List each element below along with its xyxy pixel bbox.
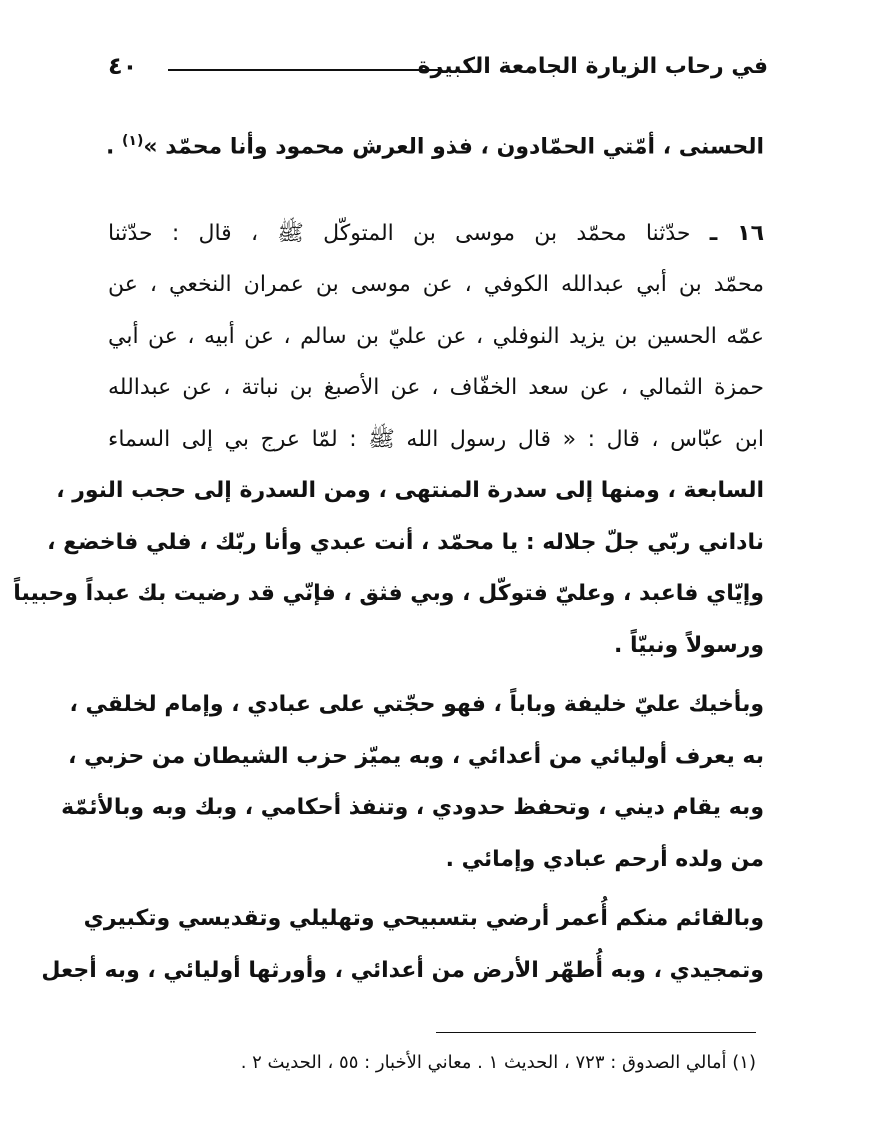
header-rule — [168, 69, 438, 71]
text-line: ناداني ربّي جلّ جلاله : يا محمّد ، أنت عبدي وأنا ربّك ، فلي فاخضع ، — [47, 529, 764, 555]
paragraph-0 — [105, 116, 764, 168]
paragraph-3 — [41, 893, 764, 996]
line-text: الحسنى ، أمّتي الحمّادون ، فذو العرش محمود وأنا محمّد » — [143, 134, 764, 160]
text-line: وبه يقام ديني ، وتحفظ حدودي ، وتنفذ أحكامي ، وبك وبه وبالأئمّة — [61, 795, 764, 820]
text-line — [105, 116, 764, 168]
page-header — [108, 50, 768, 90]
footnote-ref: (١) — [122, 133, 144, 149]
text-line: عمّه الحسين بن يزيد النوفلي ، عن عليّ بن سالم ، عن أبيه ، عن أبي — [108, 323, 764, 349]
text-line: ابن عبّاس ، قال : « قال رسول الله ﷺ : لمّا عرج بي إلى السماء — [108, 426, 764, 452]
text-line: به يعرف أوليائي من أعدائي ، وبه يميّز حزب الشيطان من حزبي ، — [68, 743, 764, 769]
text-line: وتمجيدي ، وبه أُطهّر الأرض من أعدائي ، وأورثها أوليائي ، وبه أجعل — [41, 957, 764, 983]
text-line: ورسولاً ونبيّاً . — [614, 632, 764, 658]
running-title: في رحاب الزيارة الجامعة الكبيرة — [417, 54, 768, 79]
footnote: (١) أمالي الصدوق : ٧٢٣ ، الحديث ١ . معاني الأخبار : ٥٥ ، الحديث ٢ . — [240, 1052, 756, 1073]
text-line: من ولده أرحم عبادي وإمائي . — [445, 846, 764, 872]
text-line: وإيّاي فاعبد ، وعليّ فتوكّل ، وبي فثق ، فإنّي قد رضيت بك عبداً وحبيباً — [13, 581, 764, 606]
body-text — [13, 116, 765, 996]
paragraph-1 — [13, 208, 765, 672]
line-text: . — [105, 134, 122, 160]
line-text: حدّثنا محمّد بن موسى بن المتوكّل ﷺ ، قال : حدّثنا — [108, 220, 710, 246]
page-number: ٤٠ — [108, 52, 138, 80]
text-line: محمّد بن أبي عبدالله الكوفي ، عن موسى بن عمران النخعي ، عن — [108, 272, 764, 297]
text-line: وبالقائم منكم أُعمر أرضي بتسبيحي وتهليلي وتقديسي وتكبيري — [83, 906, 764, 931]
hadith-number: ١٦ ـ — [709, 220, 765, 246]
text-line: حمزة الثمالي ، عن سعد الخفّاف ، عن الأصبغ بن نباتة ، عن عبدالله — [108, 375, 764, 400]
text-line: السابعة ، ومنها إلى سدرة المنتهى ، ومن السدرة إلى حجب النور ، — [56, 478, 764, 503]
paragraph-gap — [108, 168, 764, 208]
footnote-rule — [436, 1032, 756, 1033]
paragraph-2 — [61, 679, 764, 885]
text-line — [108, 208, 764, 260]
text-line: وبأخيك عليّ خليفة وباباً ، فهو حجّتي على عبادي ، وإمام لخلقي ، — [69, 692, 764, 717]
